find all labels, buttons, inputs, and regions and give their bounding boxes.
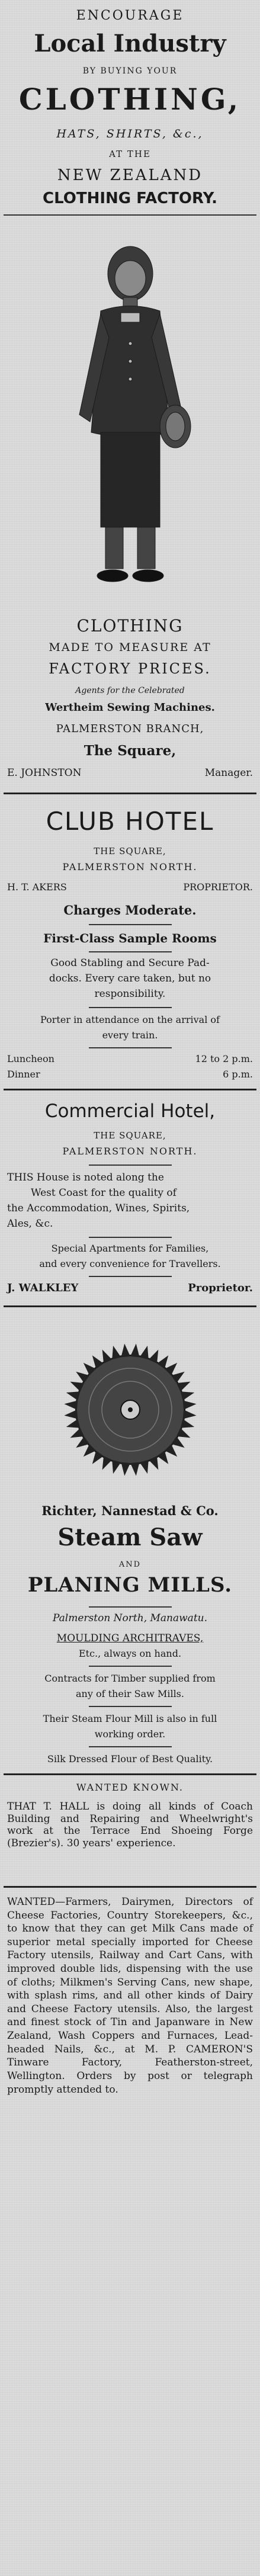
- local-industry-heading: Local Industry: [34, 30, 226, 57]
- the-square: The Square,: [84, 743, 176, 759]
- palmerston-branch: PALMERSTON BRANCH,: [56, 723, 204, 735]
- saw-tooth: [112, 1460, 121, 1474]
- agents-for: Agents for the Celebrated: [75, 686, 185, 695]
- moulding-line: MOULDING ARCHITRAVES,: [56, 1632, 204, 1644]
- saw-tooth: [66, 1391, 81, 1400]
- boy-illustration: [59, 237, 201, 592]
- divider: [4, 1089, 256, 1090]
- saw-tooth: [64, 1400, 78, 1410]
- commercial-hotel-town: PALMERSTON NORTH.: [62, 1146, 198, 1157]
- made-to-measure: MADE TO MEASURE AT: [49, 641, 211, 654]
- sample-rooms: First-Class Sample Rooms: [43, 931, 217, 945]
- dinner-label: Dinner: [7, 1069, 40, 1080]
- encourage-heading: ENCOURAGE: [76, 8, 184, 23]
- saw-blade-illustration: [59, 1339, 201, 1481]
- saw-tooth: [183, 1400, 197, 1410]
- saw-tooth: [183, 1410, 197, 1419]
- special-line-1: Special Apartments for Families,: [51, 1243, 209, 1254]
- special-line-2: and every convenience for Travellers.: [39, 1258, 221, 1269]
- club-proprietor-line: [7, 881, 253, 893]
- divider: [89, 1007, 172, 1008]
- richter-nannestad: Richter, Nannestad & Co.: [41, 1503, 219, 1518]
- divider: [89, 1666, 172, 1667]
- charges-moderate: Charges Moderate.: [63, 903, 197, 918]
- noted-line-2: West Coast for the quality of: [31, 1187, 176, 1199]
- noted-line-4: Ales, &c.: [7, 1218, 53, 1230]
- divider: [89, 951, 172, 952]
- dinner-time: 6 p.m.: [223, 1069, 253, 1080]
- saw-tooth: [181, 1391, 195, 1400]
- club-hotel-title: CLUB HOTEL: [46, 807, 214, 836]
- wanted-text: WANTED—Farmers, Dairymen, Directors of Cheese Factories, Country Storekeepers, &c., to know that they can get Milk Cans made of superior metal specially imported for Cheese Factory utensils, Railway and Cart Cans, with improved double lids, dispensing with the use of cloths; Milkmen's Serving Cans, new shape, with splash rims, and all other kinds of Dairy and Cheese Factory utensils. Also, the largest and finest stock of Tin and Japanware in New Zealand, Wash Coppers and Furnaces, Lead-headed Nails, &c., at M. P. CAMERON'S Tinware Factory, Featherston-street, Wellington. Orders by post or telegraph promptly attended to.: [7, 1896, 253, 2096]
- divider: [4, 1773, 256, 1775]
- noted-line-1: THIS House is noted along the: [7, 1172, 164, 1183]
- contracts-line-1: Contracts for Timber supplied from: [44, 1673, 216, 1684]
- dinner-line: [7, 1069, 253, 1080]
- manager-name: E. JOHNSTON: [7, 767, 82, 779]
- saw-location: Palmerston North, Manawatu.: [52, 1612, 208, 1624]
- stabling-line-2: docks. Every care taken, but no: [49, 973, 211, 984]
- saw-tooth: [140, 1460, 149, 1474]
- noted-line-3: the Accommodation, Wines, Spirits,: [7, 1202, 190, 1214]
- divider: [89, 924, 172, 925]
- club-hotel-square: THE SQUARE,: [94, 846, 166, 856]
- and-text: AND: [118, 1560, 142, 1569]
- by-buying-your: BY BUYING YOUR: [82, 66, 178, 76]
- divider: [4, 793, 256, 794]
- planing-mills-title: PLANING MILLS.: [27, 1573, 233, 1597]
- divider: [89, 1047, 172, 1048]
- saw-tooth: [66, 1419, 81, 1428]
- stabling-line-3: responsibility.: [94, 988, 166, 1000]
- silk-dressed: Silk Dressed Flour of Best Quality.: [47, 1753, 213, 1765]
- saw-tooth: [121, 1343, 130, 1357]
- divider: [89, 1746, 172, 1747]
- commercial-hotel-title: Commercial Hotel,: [44, 1101, 216, 1122]
- hats-shirts: HATS, SHIRTS, &c.,: [56, 127, 204, 140]
- luncheon-time: 12 to 2 p.m.: [195, 1053, 253, 1064]
- saw-tooth: [64, 1410, 78, 1419]
- divider: [89, 1165, 172, 1166]
- commercial-hotel-square: THE SQUARE,: [94, 1130, 166, 1141]
- saw-tooth: [121, 1462, 130, 1476]
- commercial-proprietor-name: J. WALKLEY: [7, 1282, 79, 1294]
- clothing-heading: CLOTHING,: [18, 82, 242, 117]
- contracts-line-2: any of their Saw Mills.: [76, 1688, 184, 1699]
- club-proprietor-name: H. T. AKERS: [7, 881, 67, 893]
- saw-tooth: [181, 1419, 195, 1428]
- new-zealand: NEW ZEALAND: [57, 166, 203, 184]
- steam-saw-title: Steam Saw: [57, 1523, 203, 1551]
- manager-title: Manager.: [204, 767, 253, 779]
- divider: [4, 1886, 256, 1888]
- divider: [89, 1237, 172, 1238]
- wanted-known-heading: WANTED KNOWN.: [76, 1782, 184, 1793]
- wanted-known-text: THAT T. HALL is doing all kinds of Coach Building and Repairing and Wheelwright's work at the Terrace End Shoeing Forge (Brezier's). 30 years' experience.: [7, 1801, 253, 1850]
- clothing-subheading: CLOTHING: [76, 616, 184, 636]
- stabling-line-1: Good Stabling and Secure Pad-: [50, 957, 210, 969]
- divider: [89, 1276, 172, 1277]
- clothing-factory: CLOTHING FACTORY.: [43, 190, 217, 207]
- flour-line-2: working order.: [94, 1728, 166, 1740]
- commercial-proprietor-title: Proprietor.: [188, 1282, 253, 1294]
- saw-tooth: [112, 1346, 121, 1360]
- porter-line-1: Porter in attendance on the arrival of: [40, 1014, 220, 1025]
- at-the: AT THE: [109, 149, 151, 159]
- etc-line: Etc., always on hand.: [78, 1648, 182, 1659]
- manager-line: [7, 767, 253, 779]
- factory-prices: FACTORY PRICES.: [49, 660, 211, 677]
- saw-tooth: [130, 1343, 140, 1357]
- porter-line-2: every train.: [102, 1029, 158, 1041]
- divider: [4, 1305, 256, 1307]
- saw-tooth: [130, 1462, 140, 1476]
- luncheon-label: Luncheon: [7, 1053, 54, 1064]
- club-hotel-town: PALMERSTON NORTH.: [62, 861, 198, 872]
- wertheim-machines: Wertheim Sewing Machines.: [45, 701, 215, 714]
- luncheon-line: [7, 1053, 253, 1064]
- divider: [89, 1706, 172, 1707]
- divider: [89, 1606, 172, 1608]
- flour-line-1: Their Steam Flour Mill is also in full: [43, 1713, 217, 1724]
- club-proprietor-title: PROPRIETOR.: [183, 881, 253, 893]
- divider: [4, 214, 256, 216]
- saw-tooth: [140, 1346, 149, 1360]
- commercial-proprietor-line: [7, 1282, 253, 1294]
